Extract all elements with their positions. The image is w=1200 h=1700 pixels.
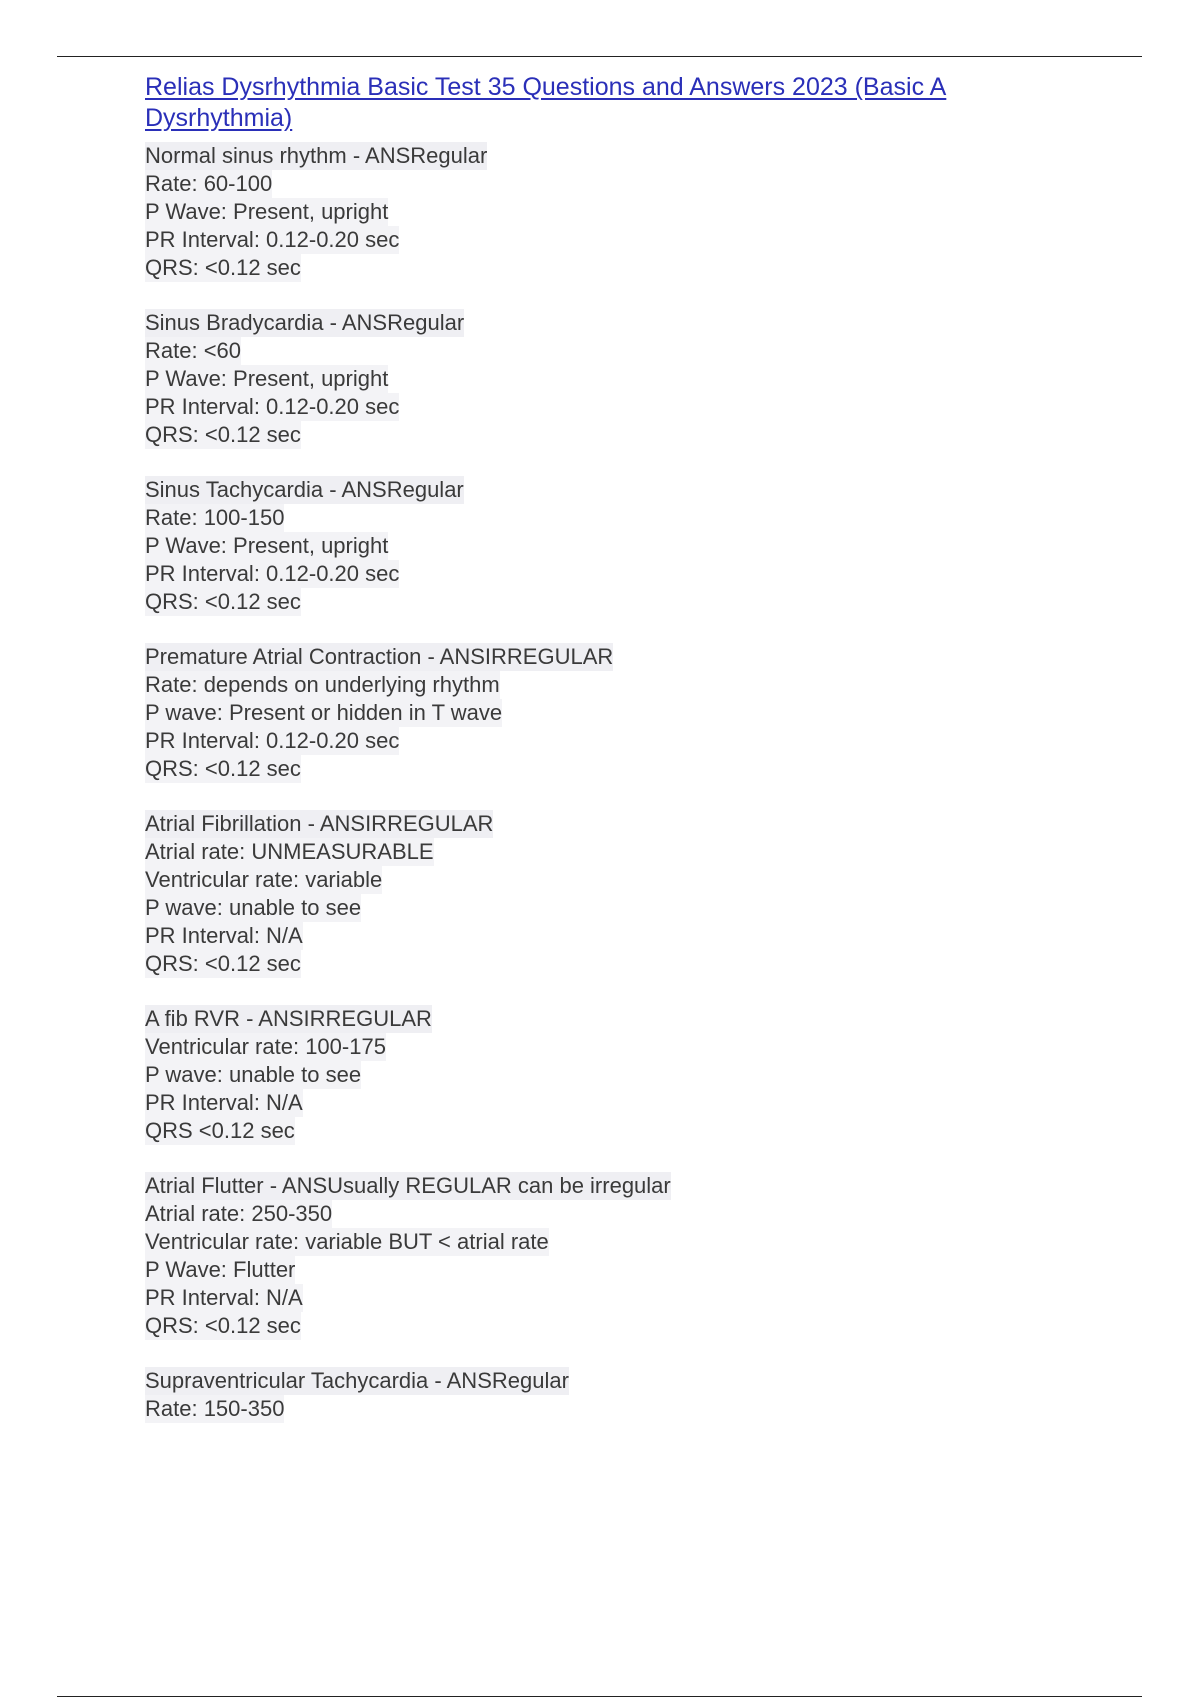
- answer-line: PR Interval: N/A: [145, 1090, 303, 1115]
- question-text: A fib RVR - ANSIRREGULAR: [145, 1006, 432, 1031]
- answer-line: QRS: <0.12 sec: [145, 255, 301, 280]
- question-text: Atrial Flutter - ANSUsually REGULAR can be irregular: [145, 1173, 671, 1198]
- question-text: Supraventricular Tachycardia - ANSRegular: [145, 1368, 569, 1393]
- document-body: [145, 72, 1065, 1450]
- answer-line: Atrial rate: UNMEASURABLE: [145, 839, 434, 864]
- answer-line: PR Interval: 0.12-0.20 sec: [145, 561, 400, 586]
- qa-card: [145, 643, 1065, 783]
- answer-line: QRS: <0.12 sec: [145, 756, 301, 781]
- answer-line: Rate: 100-150: [145, 505, 285, 530]
- answer-line: Ventricular rate: variable: [145, 867, 383, 892]
- question-text: Atrial Fibrillation - ANSIRREGULAR: [145, 811, 494, 836]
- answer-line: QRS: <0.12 sec: [145, 951, 301, 976]
- answer-line: Ventricular rate: variable BUT < atrial rate: [145, 1229, 549, 1254]
- answer-line: P wave: unable to see: [145, 1062, 362, 1087]
- qa-card: [145, 1005, 1065, 1145]
- answer-line: Ventricular rate: 100-175: [145, 1034, 386, 1059]
- question-text: Sinus Bradycardia - ANSRegular: [145, 310, 465, 335]
- answer-line: Rate: 150-350: [145, 1396, 285, 1421]
- answer-line: P Wave: Present, upright: [145, 366, 389, 391]
- qa-card: [145, 810, 1065, 978]
- qa-card: [145, 476, 1065, 616]
- answer-line: PR Interval: 0.12-0.20 sec: [145, 728, 400, 753]
- answer-line: Rate: depends on underlying rhythm: [145, 672, 500, 697]
- document-title-link[interactable]: Relias Dysrhythmia Basic Test 35 Questions and Answers 2023 (Basic A Dysrhythmia): [145, 73, 947, 132]
- answer-line: Rate: <60: [145, 338, 242, 363]
- qa-card: [145, 309, 1065, 449]
- answer-line: QRS: <0.12 sec: [145, 589, 301, 614]
- question-text: Normal sinus rhythm - ANSRegular: [145, 143, 488, 168]
- answer-line: PR Interval: 0.12-0.20 sec: [145, 394, 400, 419]
- qa-card: [145, 1367, 1065, 1423]
- answer-line: P wave: unable to see: [145, 895, 362, 920]
- answer-line: QRS: <0.12 sec: [145, 422, 301, 447]
- answer-line: Rate: 60-100: [145, 171, 273, 196]
- answer-line: Atrial rate: 250-350: [145, 1201, 333, 1226]
- bottom-rule: [57, 1696, 1142, 1697]
- answer-line: QRS <0.12 sec: [145, 1118, 295, 1143]
- answer-line: PR Interval: 0.12-0.20 sec: [145, 227, 400, 252]
- top-rule: [57, 56, 1142, 57]
- answer-line: PR Interval: N/A: [145, 923, 303, 948]
- answer-line: P Wave: Present, upright: [145, 533, 389, 558]
- answer-line: P Wave: Flutter: [145, 1257, 296, 1282]
- qa-card: [145, 142, 1065, 282]
- answer-line: QRS: <0.12 sec: [145, 1313, 301, 1338]
- question-text: Premature Atrial Contraction - ANSIRREGULAR: [145, 644, 614, 669]
- question-text: Sinus Tachycardia - ANSRegular: [145, 477, 464, 502]
- qa-card: [145, 1172, 1065, 1340]
- answer-line: P Wave: Present, upright: [145, 199, 389, 224]
- answer-line: PR Interval: N/A: [145, 1285, 303, 1310]
- answer-line: P wave: Present or hidden in T wave: [145, 700, 503, 725]
